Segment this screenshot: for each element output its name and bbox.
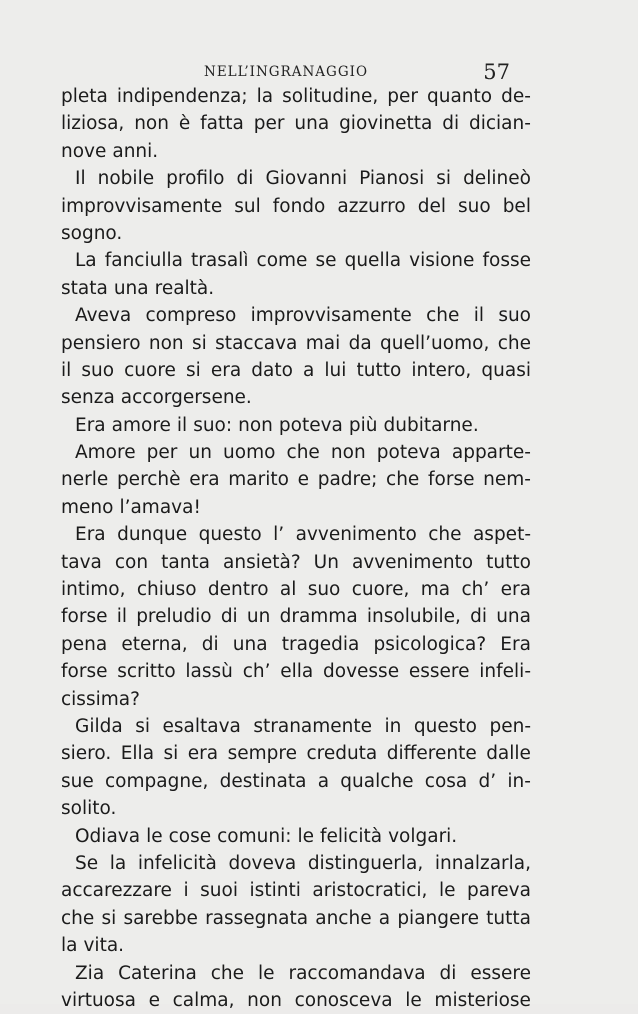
- word: improvvisamente: [250, 305, 412, 327]
- word: raccomandava: [288, 962, 426, 984]
- text-line: [61, 850, 531, 877]
- word: non: [134, 113, 169, 135]
- word: era: [500, 579, 531, 601]
- word: Era: [500, 633, 531, 655]
- word: ella: [280, 661, 314, 683]
- word: dalle: [486, 743, 531, 765]
- word: La: [75, 250, 97, 272]
- word: essere: [470, 962, 531, 984]
- word: staccava: [215, 332, 298, 354]
- word: apparte-: [451, 442, 531, 464]
- word: improvvisamente: [61, 195, 223, 217]
- word: fatta: [200, 113, 244, 135]
- word: a: [378, 907, 391, 929]
- word: non: [247, 989, 282, 1011]
- word: le: [258, 962, 275, 984]
- word: i: [183, 880, 189, 902]
- word: infelicità: [137, 852, 217, 874]
- word: che: [61, 907, 95, 929]
- word: il: [473, 305, 484, 327]
- word: amore: [111, 414, 171, 436]
- word: aristocratici,: [312, 880, 428, 902]
- word: profilo: [166, 168, 225, 190]
- word: dubitarne.: [383, 414, 479, 436]
- text-line: [61, 932, 531, 959]
- word: che: [286, 442, 320, 464]
- text-line: [61, 193, 531, 220]
- word: distinguerla,: [307, 852, 424, 874]
- word: di: [201, 633, 219, 655]
- page-number: 57: [483, 60, 510, 84]
- word: bel: [502, 195, 531, 217]
- word: lui: [324, 359, 347, 381]
- word: giovinetta: [339, 113, 433, 135]
- word: essere: [408, 661, 470, 683]
- text-line: [61, 439, 531, 466]
- word: destinata: [219, 770, 307, 792]
- word: Era: [75, 414, 106, 436]
- text-line: [61, 165, 531, 192]
- word: esaltava: [162, 715, 241, 737]
- word: sul: [234, 195, 261, 217]
- word: un: [246, 606, 271, 628]
- text-line: [61, 83, 531, 110]
- word: tutta: [486, 907, 531, 929]
- word: psicologica?: [373, 633, 487, 655]
- word: virtuosa: [61, 989, 136, 1011]
- word: infeli-: [479, 661, 531, 683]
- text-line: [61, 877, 531, 904]
- word: da: [348, 332, 372, 354]
- word: il: [176, 414, 188, 436]
- word: Caterina: [118, 962, 197, 984]
- text-line: [61, 740, 531, 767]
- word: sempre: [227, 743, 297, 765]
- word: non: [238, 414, 273, 436]
- word: insolubile,: [366, 606, 461, 628]
- word: accarezzare: [61, 880, 172, 902]
- text-line: [61, 686, 531, 713]
- word: comuni:: [217, 825, 292, 847]
- word: suo:: [193, 414, 233, 436]
- text-line: [61, 302, 531, 329]
- word: di: [439, 962, 457, 984]
- word: la: [61, 935, 78, 957]
- word: Il: [75, 168, 86, 190]
- word: Gilda: [75, 715, 123, 737]
- word: compreso: [145, 305, 237, 327]
- word: suoi: [200, 880, 238, 902]
- word: tragedia: [281, 633, 360, 655]
- word: Un: [313, 551, 339, 573]
- word: istinti: [249, 880, 301, 902]
- word: sue: [61, 770, 94, 792]
- word: di: [236, 168, 254, 190]
- word: dentro: [207, 579, 269, 601]
- word: ansietà?: [223, 551, 301, 573]
- word: forse: [61, 661, 108, 683]
- word: si: [436, 168, 452, 190]
- word: come: [256, 250, 308, 272]
- word: le: [405, 989, 422, 1011]
- word: accorgersene.: [120, 387, 252, 409]
- text-line: [61, 220, 531, 247]
- word: intimo,: [61, 579, 126, 601]
- word: era: [187, 743, 219, 765]
- word: a: [317, 770, 330, 792]
- word: quella: [344, 250, 402, 272]
- word: è: [178, 113, 191, 135]
- text-line: [61, 357, 531, 384]
- word: nem-: [483, 469, 531, 491]
- word: pensiero: [61, 332, 141, 354]
- word: Pianosi: [359, 168, 425, 190]
- word: pareva: [467, 880, 531, 902]
- word: fosse: [482, 250, 531, 272]
- word: cuore: [124, 359, 176, 381]
- word: la: [109, 852, 127, 874]
- word: suo: [498, 305, 531, 327]
- word: Odiava: [75, 825, 141, 847]
- body-text: [61, 83, 531, 1014]
- word: eterna,: [121, 633, 188, 655]
- word: per: [387, 86, 418, 107]
- word: tutto: [486, 551, 531, 573]
- word: vita.: [83, 935, 125, 957]
- word: nobile: [97, 168, 155, 190]
- text-line: [61, 768, 531, 795]
- word: forse: [61, 606, 108, 628]
- text-line: [61, 795, 531, 822]
- word: il: [116, 606, 127, 628]
- word: Giovanni: [265, 168, 348, 190]
- word: del: [417, 195, 446, 217]
- word: avvenimento: [295, 524, 417, 546]
- word: non: [330, 442, 366, 464]
- word: di: [220, 606, 238, 628]
- word: in: [384, 715, 402, 737]
- word: la: [256, 86, 274, 107]
- text-line: [61, 823, 531, 850]
- word: suo: [307, 579, 341, 601]
- word: fondo: [272, 195, 326, 217]
- word: in-: [507, 770, 531, 792]
- word: di: [470, 606, 487, 628]
- word: aspet-: [472, 524, 531, 546]
- word: ch’: [461, 579, 490, 601]
- word: liziosa,: [61, 113, 125, 135]
- text-line: [61, 412, 531, 439]
- word: stata: [61, 277, 108, 299]
- word: si: [163, 743, 179, 765]
- word: compagne,: [105, 770, 209, 792]
- word: che: [497, 332, 531, 354]
- word: conosceva: [294, 989, 393, 1011]
- word: e: [148, 989, 160, 1011]
- word: dato: [251, 359, 293, 381]
- word: differente: [386, 743, 477, 765]
- word: che: [428, 524, 462, 546]
- word: uomo: [223, 442, 276, 464]
- word: questo: [198, 524, 262, 546]
- word: trasalì: [191, 250, 249, 272]
- word: quanto: [426, 86, 493, 107]
- text-line: [61, 713, 531, 740]
- word: stranamente: [253, 715, 373, 737]
- word: marito: [228, 469, 289, 491]
- word: azzurro: [337, 195, 406, 217]
- text-line: [61, 275, 531, 302]
- word: dovesse: [323, 661, 400, 683]
- word: chiuso: [136, 579, 197, 601]
- word: creduta: [306, 743, 378, 765]
- word: con: [114, 551, 149, 573]
- word: Se: [75, 852, 99, 874]
- word: ma: [420, 579, 451, 601]
- word: d’: [478, 770, 497, 792]
- word: visione: [409, 250, 475, 272]
- word: suo: [81, 359, 115, 381]
- word: Amore: [75, 442, 136, 464]
- text-line: [61, 987, 531, 1014]
- word: meno: [61, 496, 114, 518]
- word: nove: [61, 140, 107, 162]
- word: quasi: [481, 359, 531, 381]
- word: più: [348, 414, 378, 436]
- word: era: [189, 469, 220, 491]
- word: le: [297, 825, 314, 847]
- word: calma,: [172, 989, 235, 1011]
- word: quell’uomo,: [380, 332, 490, 354]
- word: le: [438, 880, 456, 902]
- word: anni.: [112, 140, 159, 162]
- word: pen-: [489, 715, 531, 737]
- running-head: NELL’INGRANAGGIO: [204, 64, 369, 80]
- word: qualche: [340, 770, 414, 792]
- word: mai: [305, 332, 341, 354]
- word: si: [192, 332, 207, 354]
- text-line: [61, 960, 531, 987]
- word: poteva: [376, 442, 441, 464]
- text-line: [61, 330, 531, 357]
- word: nerle: [61, 469, 109, 491]
- word: anche: [315, 907, 372, 929]
- word: indipendenza;: [116, 86, 248, 107]
- word: le: [146, 825, 163, 847]
- word: Aveva: [75, 305, 132, 327]
- word: una: [232, 633, 268, 655]
- word: padre;: [317, 469, 378, 491]
- text-line: [61, 138, 531, 165]
- word: tava: [61, 551, 102, 573]
- word: ch’: [242, 661, 271, 683]
- text-line: [61, 494, 531, 521]
- word: a: [303, 359, 315, 381]
- word: questo: [413, 715, 477, 737]
- word: cosa: [424, 770, 468, 792]
- text-line: [61, 658, 531, 685]
- word: era: [210, 359, 242, 381]
- word: lassù: [185, 661, 233, 683]
- word: per: [253, 113, 285, 135]
- text-line: [61, 466, 531, 493]
- word: che: [386, 469, 420, 491]
- word: piangere: [397, 907, 479, 929]
- text-line: [61, 521, 531, 548]
- word: dunque: [117, 524, 188, 546]
- word: delineò: [463, 168, 531, 190]
- text-line: [61, 603, 531, 630]
- word: avvenimento: [351, 551, 474, 573]
- word: felicità: [320, 825, 383, 847]
- text-line: [61, 576, 531, 603]
- word: non: [148, 332, 184, 354]
- word: sarebbe: [123, 907, 198, 929]
- word: sogno.: [61, 222, 123, 244]
- word: fanciulla: [104, 250, 183, 272]
- word: tanta: [161, 551, 211, 573]
- word: una: [113, 277, 149, 299]
- text-line: [61, 384, 531, 411]
- word: cose: [168, 825, 212, 847]
- text-line: [61, 549, 531, 576]
- word: scritto: [117, 661, 176, 683]
- word: innalzarla,: [434, 852, 531, 874]
- word: de-: [501, 86, 531, 107]
- word: dramma: [279, 606, 358, 628]
- word: se: [315, 250, 337, 272]
- word: tutto: [356, 359, 402, 381]
- word: per: [146, 442, 178, 464]
- word: siero.: [61, 743, 112, 765]
- word: volgari.: [388, 825, 458, 847]
- text-line: [61, 110, 531, 137]
- text-line: [61, 247, 531, 274]
- word: senza: [61, 387, 115, 409]
- word: si: [135, 715, 150, 737]
- page-header: [60, 60, 530, 84]
- word: pena: [61, 633, 108, 655]
- word: Era: [75, 524, 106, 546]
- word: l’amava!: [119, 496, 201, 518]
- word: solito.: [61, 798, 117, 820]
- word: forse: [428, 469, 475, 491]
- word: si: [101, 907, 117, 929]
- word: rassegnata: [205, 907, 309, 929]
- word: poteva: [278, 414, 343, 436]
- text-line: [61, 905, 531, 932]
- word: dician-: [468, 113, 531, 135]
- word: al: [279, 579, 297, 601]
- word: pleta: [61, 86, 108, 107]
- word: un: [188, 442, 212, 464]
- word: misteriose: [434, 989, 531, 1011]
- word: perchè: [116, 469, 181, 491]
- word: solitudine,: [282, 86, 379, 107]
- text-line: [61, 631, 531, 658]
- word: cissima?: [61, 688, 140, 710]
- word: che: [210, 962, 245, 984]
- word: preludio: [136, 606, 212, 628]
- word: cuore,: [351, 579, 410, 601]
- word: intero,: [411, 359, 472, 381]
- word: che: [426, 305, 460, 327]
- word: si: [186, 359, 201, 381]
- word: Zia: [75, 962, 105, 984]
- word: suo: [457, 195, 491, 217]
- word: una: [496, 606, 531, 628]
- word: doveva: [228, 852, 297, 874]
- word: il: [61, 359, 72, 381]
- word: realtà.: [154, 277, 215, 299]
- word: Ella: [120, 743, 155, 765]
- word: di: [442, 113, 460, 135]
- word: una: [294, 113, 330, 135]
- word: e: [297, 469, 310, 491]
- word: l’: [273, 524, 285, 546]
